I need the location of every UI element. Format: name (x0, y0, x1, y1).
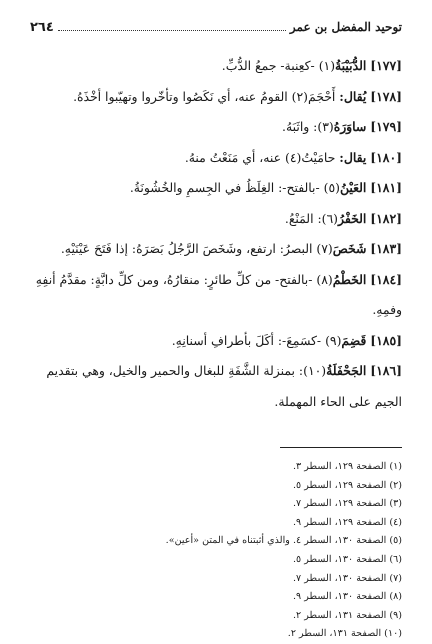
glossary-entry: [١٨٦] الجَحْفَلَةُ(١٠): بمنزلة الشَّفَةِ للبغال والحمير والخيل، وهي بتقديم (46, 363, 402, 378)
footnote: (٩) الصفحة ١٣١، السطر ٢. (292, 609, 402, 621)
footnote: (١٠) الصفحة ١٣١، السطر ٢. (287, 628, 402, 640)
glossary-entry: [١٨٤] الخَطْمُ(٨) -بالفتح- من كلِّ طائرٍ: منقارُهُ، ومن كلِّ دابَّةٍ: مقدَّمُ أنفِهِ (35, 271, 402, 287)
footnotes (30, 458, 402, 644)
footnote: (٣) الصفحة ١٢٩، السطر ٧. (292, 498, 402, 510)
entry-continuation: وفمِهِ. (372, 302, 402, 317)
footnote: (٥) الصفحة ١٣٠، السطر ٤. والذي أثبتناه في المتن «أعين». (165, 535, 402, 547)
glossary-entry: [١٨٥] قَضِمَ(٩) -كسَمِعَ-: أكَلَ بأطرافِ أسنانِهِ. (171, 332, 402, 348)
glossary-entry: [١٨١] العَيْنُ(٥) -بالفتح-: الغِلَظُ في الجِسمِ والخُشُونَةُ. (129, 180, 402, 195)
footnote: (٨) الصفحة ١٣٠، السطر ٩. (292, 591, 402, 603)
glossary-entry: [١٨٠] يقال: حامَيْتُ(٤) عنه، أي مَنَعْتُ منهُ. (184, 149, 402, 165)
glossary-entry: [١٧٧] الدُّبَيْبَةُ(١) -كعِنبة- جمعُ الدُّبِّ. (221, 58, 402, 73)
running-header (30, 20, 402, 38)
entry-continuation: الجيم على الحاء المهملة. (274, 393, 402, 409)
glossary-entry: [١٨٣] شَخَصَ(٧) البصرُ: ارتفع، وشَخَصَ الرَّجُلُ بَصَرَهُ: إذا فَتَحَ عَيْنَيْهِ. (60, 241, 402, 256)
running-title: توحيد المفضل بن عمر (289, 20, 402, 34)
glossary-entries (30, 51, 402, 417)
footnote: (٦) الصفحة ١٣٠، السطر ٥. (292, 553, 402, 565)
glossary-entry: [١٧٩] ساوَرَهُ(٣): واثَبَهُ. (282, 119, 402, 134)
glossary-entry: [١٧٨] يُقال: أَحْجَمَ(٢) القومُ عنه، أي نَكَصُوا وتأخّروا وتهيّبوا أخْذَهُ. (73, 88, 402, 104)
footnote-separator (280, 447, 402, 448)
footnote: (١) الصفحة ١٢٩، السطر ٣. (292, 461, 402, 472)
footnote: (٧) الصفحة ١٣٠، السطر ٧. (292, 572, 402, 584)
page-number: ٢٦٤ (30, 20, 54, 35)
footnote: (٢) الصفحة ١٢٩، السطر ٥. (292, 479, 402, 491)
glossary-entry: [١٨٢] الخَفْرُ(٦): المَنْعُ. (284, 210, 402, 226)
footnote: (٤) الصفحة ١٢٩، السطر ٩. (292, 516, 402, 528)
header-dot-leader (58, 30, 286, 31)
